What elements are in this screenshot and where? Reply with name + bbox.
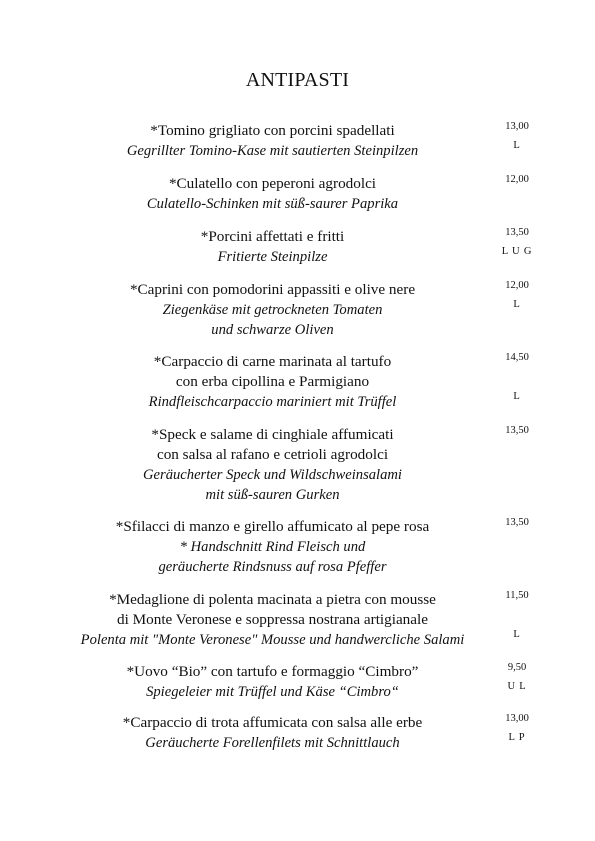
dish-name-italian: *Medaglione di polenta macinata a pietra con mousse — [109, 591, 436, 608]
dish-price: 14,50 — [505, 352, 529, 363]
dish-name-german: mit süß-sauren Gurken — [205, 487, 340, 503]
allergen-codes: U L — [507, 681, 527, 692]
page-title: ANTIPASTI — [245, 69, 350, 91]
dish-name-german: Spiegeleier mit Trüffel und Käse “Cimbro“ — [146, 684, 399, 700]
dish-price: 11,50 — [505, 590, 529, 601]
allergen-codes: L — [513, 391, 521, 402]
dish-price: 13,50 — [505, 227, 529, 238]
dish-price: 13,50 — [505, 425, 529, 436]
dish-description — [0, 590, 545, 650]
dish-price: 13,50 — [505, 517, 529, 528]
allergen-codes: L U G — [501, 246, 533, 257]
dish-description — [0, 425, 545, 505]
dish-name-german: Geräucherter Speck und Wildschweinsalami — [143, 467, 402, 483]
dish-name-german: * Handschnitt Rind Fleisch und — [179, 539, 366, 555]
allergen-codes: L — [513, 140, 521, 151]
dish-name-german: Ziegenkäse mit getrockneten Tomaten — [162, 302, 383, 318]
dish-price: 12,00 — [505, 174, 529, 185]
dish-description — [0, 227, 545, 267]
dish-name-italian: *Sfilacci di manzo e girello affumicato al pepe rosa — [115, 518, 430, 535]
dish-name-italian: *Carpaccio di trota affumicata con salsa alle erbe — [122, 714, 423, 731]
dish-name-german: Fritierte Steinpilze — [217, 249, 328, 265]
dish-name-italian: *Caprini con pomodorini appassiti e olive nere — [129, 281, 416, 298]
dish-price: 9,50 — [507, 662, 527, 673]
dish-name-german: geräucherte Rindsnuss auf rosa Pfeffer — [158, 559, 387, 575]
dish-name-german: Culatello-Schinken mit süß-saurer Paprika — [146, 196, 399, 212]
dish-name-italian: con erba cipollina e Parmigiano — [175, 373, 370, 390]
dish-price: 13,00 — [505, 121, 529, 132]
dish-description — [0, 662, 545, 702]
dish-name-italian: *Porcini affettati e fritti — [200, 228, 345, 245]
dish-name-german: Rindfleischcarpaccio mariniert mit Trüffel — [148, 394, 397, 410]
dish-name-italian: *Carpaccio di carne marinata al tartufo — [153, 353, 392, 370]
dish-price: 12,00 — [505, 280, 529, 291]
dish-description — [0, 713, 545, 753]
allergen-codes: L — [513, 299, 521, 310]
dish-description — [0, 121, 545, 161]
dish-price: 13,00 — [505, 713, 529, 724]
dish-description — [0, 280, 545, 340]
dish-name-german: Gegrillter Tomino-Kase mit sautierten Steinpilzen — [126, 143, 419, 159]
dish-name-german: Polenta mit "Monte Veronese" Mousse und handwercliche Salami — [80, 632, 465, 648]
dish-description — [0, 517, 545, 577]
dish-name-german: und schwarze Oliven — [211, 322, 334, 338]
dish-name-italian: con salsa al rafano e cetrioli agrodolci — [156, 446, 389, 463]
dish-name-italian: *Uovo “Bio” con tartufo e formaggio “Cimbro” — [126, 663, 419, 680]
dish-name-italian: *Tomino grigliato con porcini spadellati — [150, 122, 395, 139]
dish-name-italian: di Monte Veronese e soppressa nostrana artigianale — [117, 611, 428, 628]
dish-name-italian: *Speck e salame di cinghiale affumicati — [151, 426, 394, 443]
dish-name-german: Geräucherte Forellenfilets mit Schnittlauch — [145, 735, 400, 751]
dish-name-italian: *Culatello con peperoni agrodolci — [168, 175, 377, 192]
dish-description — [0, 174, 545, 214]
dish-description — [0, 352, 545, 412]
allergen-codes: L — [513, 629, 521, 640]
allergen-codes: L P — [508, 732, 526, 743]
